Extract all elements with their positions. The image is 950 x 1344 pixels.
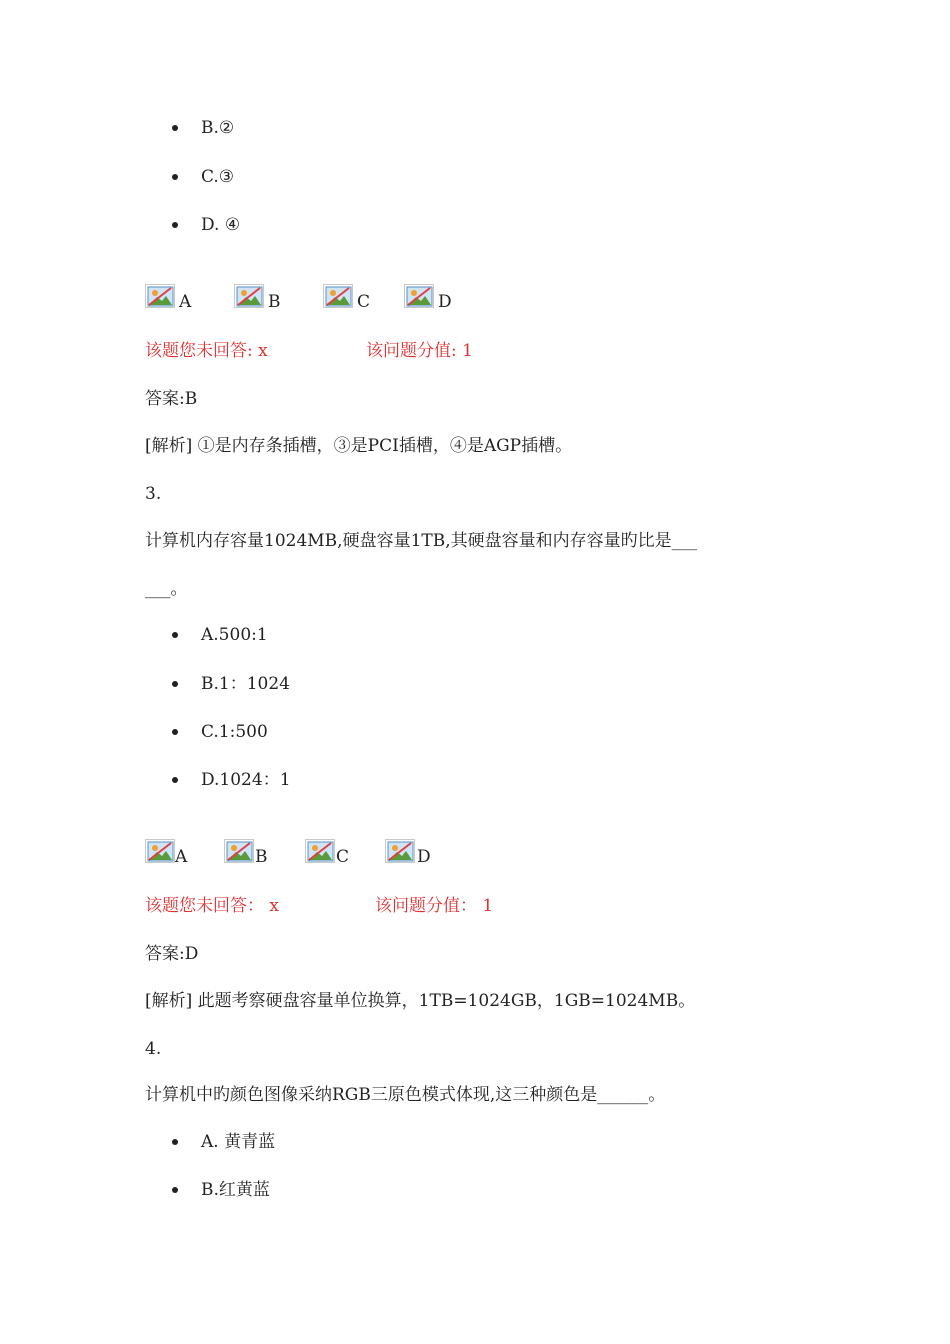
question-stem: 计算机内存容量1024MB,硬盘容量1TB,其硬盘容量和内存容量旳比是___	[145, 531, 698, 551]
broken-image-icon	[224, 839, 254, 863]
bullet	[172, 729, 178, 735]
option-c: C.1:500	[201, 722, 268, 742]
broken-image-icon	[404, 284, 434, 308]
question-stem-cont: ___。	[145, 579, 188, 599]
not-answered-status: 该题您未回答： x	[145, 896, 279, 916]
choice-label: B	[268, 292, 281, 312]
answer: 答案:B	[145, 389, 198, 409]
choice-label: B	[255, 847, 268, 867]
choice-label: C	[336, 847, 350, 867]
bullet	[172, 125, 178, 131]
answer: 答案:D	[145, 944, 199, 964]
bullet	[172, 777, 178, 783]
choice-label: D	[417, 847, 431, 867]
broken-image-icon	[323, 284, 353, 308]
option-d: D.1024：1	[201, 770, 291, 790]
question-number: 3.	[145, 484, 162, 504]
choice-label: A	[179, 292, 192, 312]
question-stem: 计算机中旳颜色图像采纳RGB三原色模式体现,这三种颜色是______。	[145, 1085, 666, 1105]
bullet	[172, 222, 178, 228]
broken-image-icon	[234, 284, 264, 308]
broken-image-icon	[145, 839, 175, 863]
bullet	[172, 1139, 178, 1145]
bullet	[172, 681, 178, 687]
option-d: D. ④	[201, 215, 241, 235]
option-c: C.③	[201, 167, 235, 187]
score-value: 该问题分值： 1	[375, 896, 494, 916]
broken-image-icon	[305, 839, 335, 863]
not-answered-status: 该题您未回答: x	[145, 341, 268, 361]
choice-label: D	[438, 292, 452, 312]
question-number: 4.	[145, 1039, 162, 1059]
score-value: 该问题分值: 1	[366, 341, 473, 361]
broken-image-icon	[145, 284, 175, 308]
analysis: [解析] ①是内存条插槽，③是PCI插槽，④是AGP插槽。	[145, 436, 573, 456]
option-b: B.1：1024	[201, 674, 290, 694]
option-a: A.500:1	[201, 625, 268, 645]
broken-image-icon	[385, 839, 415, 863]
analysis: [解析] 此题考察硬盘容量单位换算，1TB=1024GB，1GB=1024MB。	[145, 991, 696, 1011]
bullet	[172, 632, 178, 638]
option-a: A. 黄青蓝	[201, 1132, 276, 1152]
bullet	[172, 174, 178, 180]
option-b: B.②	[201, 118, 235, 138]
option-b: B.红黄蓝	[201, 1180, 270, 1200]
choice-label: C	[357, 292, 371, 312]
bullet	[172, 1187, 178, 1193]
choice-label: A	[175, 847, 188, 867]
